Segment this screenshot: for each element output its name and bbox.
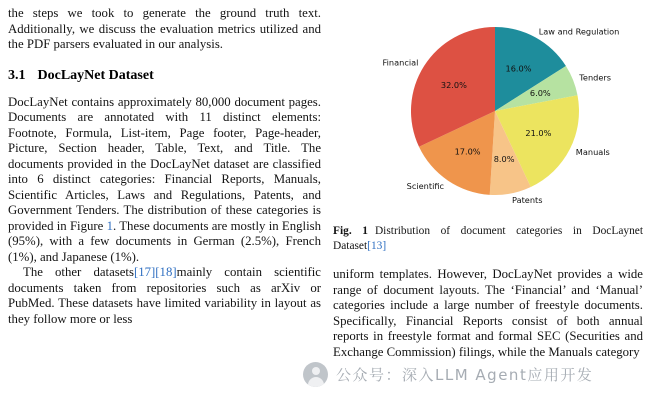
- caption-text: Distribution of document categories in DocLaynet Dataset: [333, 225, 643, 252]
- pie-percent-label: 17.0%: [454, 146, 481, 157]
- caption-label: Fig. 1: [333, 225, 368, 237]
- pie-chart: [333, 2, 640, 216]
- pie-category-label: Law and Regulation: [538, 26, 620, 37]
- figure-1-ref-link[interactable]: 1: [106, 218, 114, 233]
- pie-category-label: Patents: [512, 195, 543, 206]
- paragraph-doclaynet: [8, 95, 321, 266]
- text-run: . These documents are mostly in English (95%), with a few documents in German (2.5%), French (1%), and Japanese (1%).: [8, 218, 321, 264]
- pie-percent-label: 32.0%: [440, 79, 467, 90]
- pie-percent-label: 16.0%: [505, 63, 532, 74]
- text-run: mainly contain scientific documents taken from repositories such as arXiv or PubMed. These datasets have limited variability in layout as they follow more or less: [8, 265, 321, 326]
- citation-13-link[interactable]: [13]: [367, 239, 387, 252]
- text-run: DocLayNet contains approximately 80,000 document pages. Documents are annotated with 11 distinct elements: Footnote, Formula, List-item, Page footer, Page-header, Picture, Section header, Table, Text, and Title. The documents provided in the DocLayNet dataset are classified into 6 distinct categories: Financial Reports, Manuals, Scientific Articles, Laws and Regulations, Patents, and Government Tenders. The distribution of these categories is provided in Figure: [8, 94, 321, 233]
- watermark: [303, 362, 593, 387]
- person-head-icon: [312, 367, 320, 375]
- pie-category-label: Manuals: [575, 147, 610, 158]
- pie-percent-label: 21.0%: [525, 128, 552, 139]
- text-run: The other datasets: [23, 265, 134, 279]
- watermark-text: 公众号：深入LLM Agent应用开发: [336, 366, 594, 384]
- watermark-avatar-icon: [303, 362, 328, 387]
- pie-percent-label: 8.0%: [493, 153, 515, 164]
- figure-caption: [333, 224, 643, 253]
- citation-18-link[interactable]: [18]: [155, 265, 177, 279]
- right-column: [333, 2, 643, 360]
- paragraph-other-datasets: [8, 265, 321, 327]
- paragraph-intro: the steps we took to generate the ground truth text. Additionally, we discuss the evaluation metrics utilized and the PDF parsers evaluated in our analysis.: [8, 6, 321, 51]
- section-title: DocLayNet Dataset: [37, 67, 154, 83]
- person-body-icon: [308, 377, 324, 387]
- paragraph-uniform-templates: uniform templates. However, DocLayNet provides a wide range of document layouts. The ‘Financial’ and ‘Manual’ categories include a large number of freestyle documents. Specifically, Financial Reports consist of both annual reports in freestyle format and formal SEC (Securities and Exchange Commission) filings, while the Manuals category: [333, 267, 643, 359]
- pie-category-label: Scientific: [406, 181, 444, 191]
- pie-category-label: Tenders: [579, 72, 612, 83]
- section-heading: [8, 68, 321, 84]
- citation-17-link[interactable]: [17]: [133, 265, 156, 279]
- left-column: [8, 6, 321, 327]
- section-number: 3.1: [8, 67, 26, 83]
- figure-1: [333, 2, 643, 253]
- pie-percent-label: 6.0%: [529, 88, 551, 99]
- pie-category-label: Financial: [382, 57, 419, 68]
